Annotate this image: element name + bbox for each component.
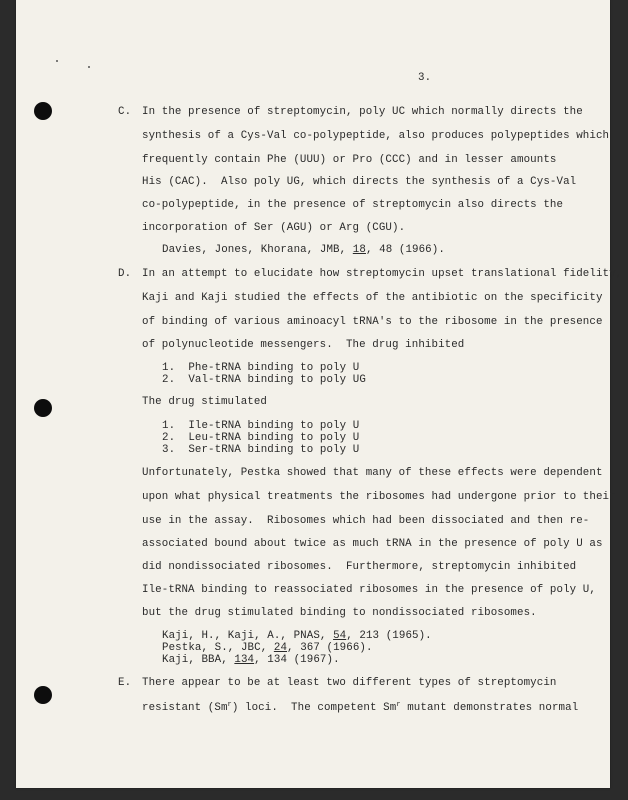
- reference-volume: 24: [273, 642, 288, 654]
- section-c-line: incorporation of Ser (AGU) or Arg (CGU).: [142, 222, 406, 234]
- section-e-letter: E.: [118, 677, 132, 689]
- inhibited-list-item: 1. Phe-tRNA binding to poly U: [162, 362, 360, 374]
- reference-text: Kaji, BBA,: [162, 654, 235, 666]
- reference-text: , 134 (1967).: [254, 654, 340, 666]
- binder-hole-bottom: [34, 686, 52, 704]
- section-c-citation: [162, 244, 445, 256]
- section-e-text: mutant demonstrates normal: [400, 702, 579, 714]
- superscript-r: r: [396, 701, 401, 709]
- section-d-paragraph-line: use in the assay. Ribosomes which had been dissociated and then re-: [142, 515, 590, 527]
- binder-hole-middle: [34, 399, 52, 417]
- section-d-paragraph-line: did nondissociated ribosomes. Furthermore, streptomycin inhibited: [142, 561, 577, 573]
- section-e-line: There appear to be at least two different types of streptomycin: [142, 677, 557, 689]
- section-d-line: of polynucleotide messengers. The drug inhibited: [142, 339, 465, 351]
- section-d-paragraph-line: upon what physical treatments the ribosomes had undergone prior to their: [142, 491, 616, 503]
- section-d-letter: D.: [118, 268, 132, 280]
- reference: [162, 654, 340, 666]
- reference-text: Pestka, S., JBC,: [162, 642, 274, 654]
- citation-text: , 48 (1966).: [365, 244, 445, 256]
- stimulated-heading: The drug stimulated: [142, 396, 268, 408]
- reference-volume: 54: [333, 630, 347, 642]
- section-c-letter: C.: [118, 106, 132, 118]
- section-d-paragraph-line: but the drug stimulated binding to nondissociated ribosomes.: [142, 607, 537, 619]
- stimulated-list-item: 3. Ser-tRNA binding to poly U: [162, 444, 360, 456]
- section-d-line: In an attempt to elucidate how streptomycin upset translational fidelity,: [142, 268, 623, 280]
- section-c-line: frequently contain Phe (UUU) or Pro (CCC) and in lesser amounts: [142, 154, 557, 166]
- document-page: [16, 0, 623, 788]
- section-e-line: [142, 702, 578, 714]
- page-number: 3.: [418, 72, 432, 84]
- section-d-line: Kaji and Kaji studied the effects of the antibiotic on the specificity: [142, 292, 603, 304]
- reference-text: Kaji, H., Kaji, A., PNAS,: [162, 630, 334, 642]
- section-e-text: ) loci. The competent Sm: [231, 702, 397, 714]
- reference: [162, 642, 373, 654]
- section-d-paragraph-line: associated bound about twice as much tRNA in the presence of poly U as: [142, 538, 603, 550]
- section-d-paragraph-line: Ile-tRNA binding to reassociated ribosomes in the presence of poly U,: [142, 584, 596, 596]
- binder-hole-top: [34, 102, 52, 120]
- reference-text: , 213 (1965).: [346, 630, 432, 642]
- paper-speck: [56, 60, 58, 62]
- superscript-r: r: [227, 701, 232, 709]
- section-d-line: of binding of various aminoacyl tRNA's to the ribosome in the presence: [142, 316, 603, 328]
- section-e-text: resistant (Sm: [142, 702, 228, 714]
- section-d-paragraph-line: Unfortunately, Pestka showed that many of these effects were dependent: [142, 467, 603, 479]
- section-c-line: co-polypeptide, in the presence of streptomycin also directs the: [142, 199, 564, 211]
- section-c-line: His (CAC). Also poly UG, which directs the synthesis of a Cys-Val: [142, 176, 577, 188]
- stimulated-list-item: 2. Leu-tRNA binding to poly U: [162, 432, 360, 444]
- reference-volume: 134: [234, 654, 255, 666]
- paper-speck: [88, 66, 90, 68]
- citation-text: Davies, Jones, Khorana, JMB,: [162, 244, 353, 256]
- section-c-line: synthesis of a Cys-Val co-polypeptide, also produces polypeptides which: [142, 130, 610, 142]
- inhibited-list-item: 2. Val-tRNA binding to poly UG: [162, 374, 366, 386]
- stimulated-list-item: 1. Ile-tRNA binding to poly U: [162, 420, 360, 432]
- reference: [162, 630, 432, 642]
- section-c-line: In the presence of streptomycin, poly UC which normally directs the: [142, 106, 583, 118]
- reference-text: , 367 (1966).: [287, 642, 373, 654]
- citation-volume: 18: [352, 244, 366, 256]
